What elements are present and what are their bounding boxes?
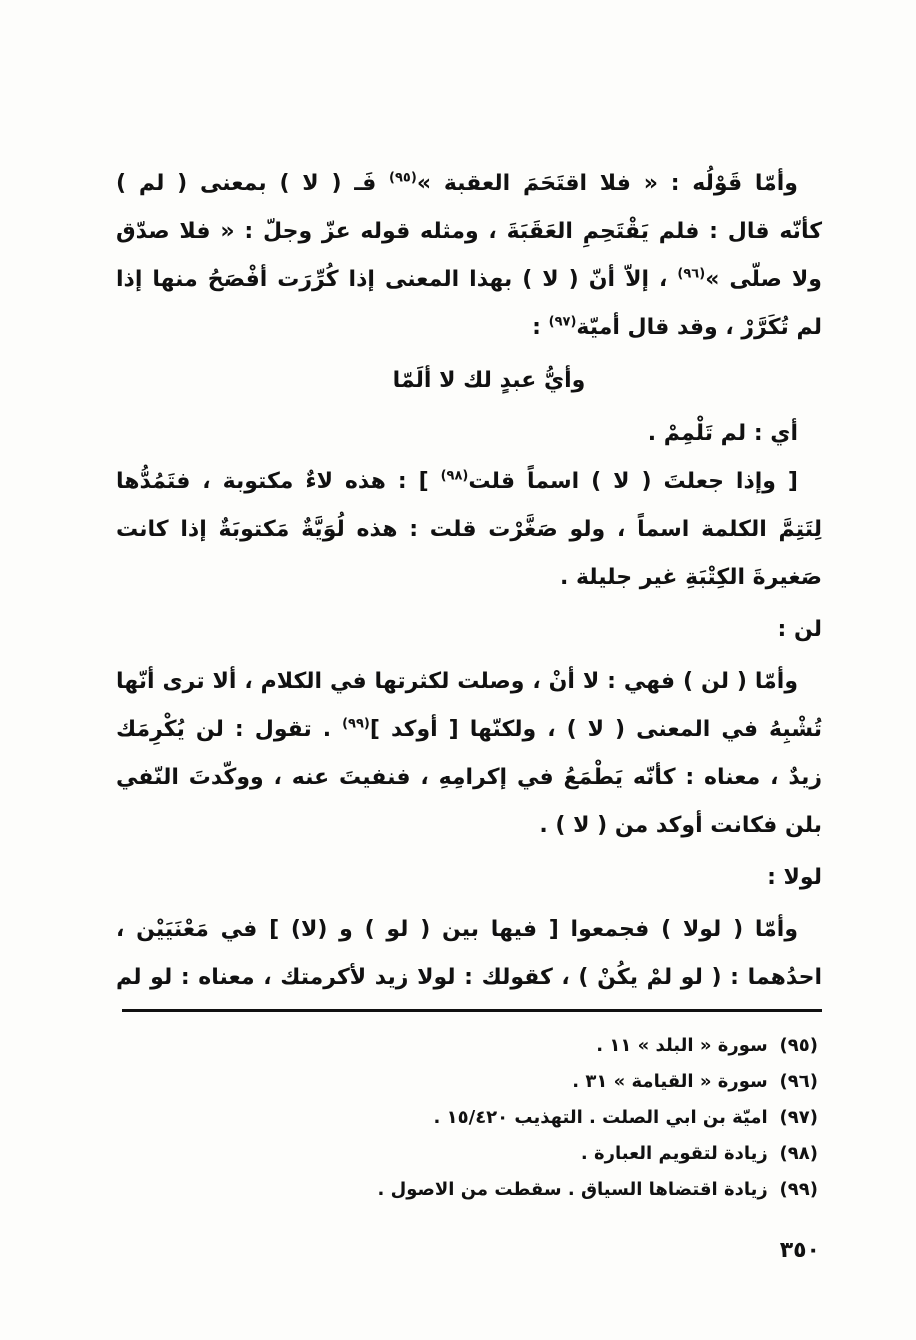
- footnote-number: (٩٩): [779, 1179, 818, 1200]
- text-span: وأمّا قَوْلُه : « فلا اقتَحَمَ العقبة »: [416, 171, 798, 196]
- footnote-item: [118, 1136, 818, 1172]
- text-line: بلن فكانت أوكد من ( لا ) .: [539, 813, 822, 838]
- footnote-number: (٩٨): [779, 1143, 818, 1164]
- text-span: . تقول : لن يُكْرِمَك: [116, 717, 343, 742]
- text-span: [ وإذا جعلتَ ( لا ) اسماً قلت: [468, 469, 798, 494]
- main-text: [116, 160, 822, 1002]
- text-span: تُشْبِهُ في المعنى ( لا ) ، ولكنّها [ أوكد ]: [369, 717, 822, 742]
- footnote-divider: [122, 1009, 822, 1012]
- footnote-text: زيادة اقتضاها السياق . سقطت من الاصول .: [377, 1179, 768, 1200]
- text-line: [116, 458, 822, 506]
- footnote-text: سورة « القيامة » ٣١ .: [572, 1071, 768, 1092]
- text-line: زيدٌ ، معناه : كأنّه يَطْمَعُ في إكرامِهِ ، فنفيتَ عنه ، ووكّدتَ النّفي: [116, 765, 822, 790]
- text-line: احدُهما : ( لو لمْ يكُنْ ) ، كقولك : لولا زيد لأكرمتك ، معناه : لو لم: [116, 965, 822, 990]
- footnote-number: (٩٧): [779, 1107, 818, 1128]
- text-span: ، إلاّ أنّ ( لا ) بهذا المعنى إذا كُرِّرَت أفْصَحُ منها إذا: [116, 267, 678, 292]
- text-line: [116, 706, 822, 754]
- text-span: ولا صلّى »: [705, 267, 822, 292]
- footnote-ref[interactable]: (٩٩): [342, 716, 370, 732]
- text-line: وأمّا ( لولا ) فجمعوا [ فيها بين ( لو ) و (لا) ] في مَعْنَيَيْن ،: [116, 917, 798, 942]
- text-span: :: [532, 315, 549, 340]
- page-number: ٣٥٠: [779, 1238, 820, 1263]
- section-heading-lawla: لولا :: [767, 865, 822, 890]
- text-span: لم تُكَرَّرْ ، وقد قال أميّة: [576, 315, 822, 340]
- footnote-ref[interactable]: (٩٦): [677, 266, 706, 282]
- footnote-ref[interactable]: (٩٧): [548, 314, 577, 330]
- footnote-item: [118, 1064, 818, 1100]
- text-line: [116, 160, 822, 208]
- footnote-text: زيادة لتقويم العبارة .: [580, 1143, 768, 1164]
- text-line: صَغيرةَ الكِتْبَةِ غير جليلة .: [559, 565, 822, 590]
- text-line: وأمّا ( لن ) فهي : لا أنْ ، وصلت لكثرتها في الكلام ، ألا ترى أنّها: [116, 669, 798, 694]
- footnote-item: [118, 1028, 818, 1064]
- text-span: ] : هذه لاءٌ مكتوبة ، فتَمُدُّها: [116, 469, 441, 494]
- text-span: فَـ ( لا ) بمعنى ( لم ): [116, 171, 390, 196]
- footnote-ref[interactable]: (٩٥): [389, 170, 417, 186]
- text-line: [116, 304, 822, 352]
- text-line: لِتَتِمَّ الكلمة اسماً ، ولو صَغَّرْت قلت : هذه لُوَيَّةٌ مَكتوبَةٌ إذا كانت: [116, 517, 822, 542]
- verse-line: وأيُّ عبدٍ لك لا ألَمّا: [392, 368, 586, 393]
- footnote-number: (٩٥): [779, 1035, 818, 1056]
- footnote-ref[interactable]: (٩٨): [440, 468, 469, 484]
- text-line: [116, 256, 822, 304]
- footnotes: [118, 1028, 818, 1208]
- section-heading-lan: لن :: [777, 617, 822, 642]
- footnote-item: [118, 1172, 818, 1208]
- gloss-line: أي : لم تَلْمِمْ .: [647, 421, 798, 446]
- footnote-item: [118, 1100, 818, 1136]
- footnote-text: اميّة بن ابي الصلت . التهذيب ١٥/٤٢٠ .: [433, 1107, 768, 1128]
- text-line: كأنّه قال : فلم يَقْتَحِمِ العَقَبَةَ ، ومثله قوله عزّ وجلّ : « فلا صدّق: [116, 219, 822, 244]
- footnote-number: (٩٦): [779, 1071, 818, 1092]
- footnote-text: سورة « البلد » ١١ .: [596, 1035, 768, 1056]
